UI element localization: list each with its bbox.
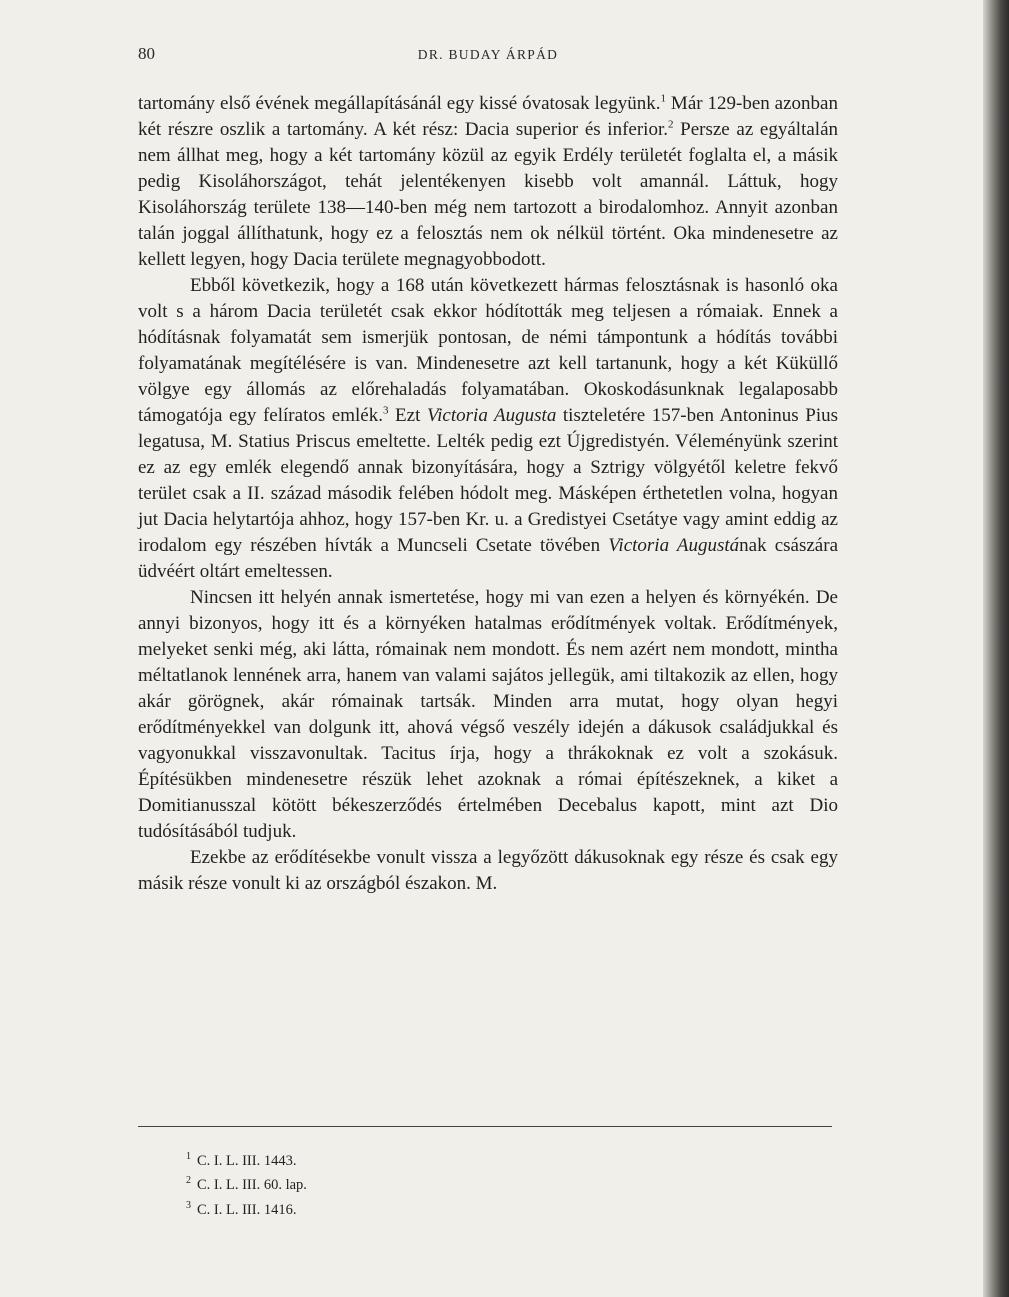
- page-header: [138, 44, 838, 68]
- italic-run: Victoria Augusta: [426, 405, 557, 426]
- book-spine-shadow: [983, 0, 1009, 1297]
- footnote-mark: 2: [186, 1175, 191, 1187]
- paragraph-2: [138, 273, 838, 585]
- text-run: tiszteletére 157-ben Antoninus Pius legatusa, M. Statius Priscus emeltette. Lelték pedig ezt Újgredistyén. Véleményünk szerint ez az egy emlék elegendő annak bizonyítására, hogy a Sztrigy völgyétől keletre fekvő terület csak a II. század második felében hódolt meg. Másképen érthetetlen volna, hogyan jut Dacia helytartója ahhoz, hogy 157-ben Kr. u. a Gredistyei Csetátye vagy amint eddig az irodalom egy részében hívták a Muncseli Csetate tövében: [138, 405, 839, 556]
- footnotes: [186, 1147, 307, 1220]
- text-run: Ebből következik, hogy a 168 után következett hármas felosztásnak is hasonló oka volt s a három Dacia területét csak ekkor hódították meg teljesen a rómaiak. Ennek a hódításnak folyamatát sem ismerjük pontosan, de némi támpontunk a hódítás további folyamatának megítélésére is van. Mindenesetre azt kell tartanunk, hogy a két Küküllő völgye egy állomás az előrehaladás folyamatában. Okoskodásunknak legalaposabb támogatója egy felíratos emlék.: [138, 275, 838, 426]
- footnote-ref-1[interactable]: 1: [660, 92, 666, 105]
- footnote-text: C. I. L. III. 1443.: [197, 1152, 297, 1169]
- text-run: tartomány első évének megállapításánál egy kissé óvatosak legyünk.: [138, 93, 661, 114]
- body-text: [138, 91, 838, 897]
- footnote-2: [186, 1171, 307, 1195]
- footnote-text: C. I. L. III. 1416.: [197, 1201, 297, 1218]
- footnote-text: C. I. L. III. 60. lap.: [197, 1177, 307, 1194]
- footnote-mark: 1: [186, 1151, 191, 1162]
- text-run: Már 129-ben azonban két részre oszlik a tartomány. A két rész: Dacia superior és inferior.: [138, 93, 838, 140]
- paragraph-4: [138, 845, 838, 897]
- italic-run: Victoria Augustá: [608, 535, 740, 556]
- paragraph-3: [138, 585, 838, 845]
- text-run: Persze az egyáltalán nem állhat meg, hogy a két tartomány közül az egyik Erdély területét foglalta el, a másik pedig Kisoláhországot, tehát jelentékenyen kisebb volt amannál. Láttuk, hogy Kisoláhország területe 138—140-ben még nem tartozott a birodalomhoz. Annyit azonban talán joggal állíthatunk, hogy ez a felosztás nem ok nélkül történt. Oka mindenesetre az kellett legyen, hogy Dacia területe megnagyobbodott.: [138, 119, 838, 270]
- running-head: DR. BUDAY ÁRPÁD: [417, 47, 559, 62]
- text-run: Ezt: [388, 405, 427, 426]
- footnote-mark: 3: [186, 1199, 191, 1211]
- text-run: nak császára üdvéért oltárt emeltessen.: [138, 535, 838, 582]
- text-run: Ezekbe az erődítésekbe vonult vissza a legyőzött dákusoknak egy része és csak egy másik része vonult ki az országból északon. M.: [138, 847, 838, 894]
- footnote-ref-3[interactable]: 3: [382, 404, 389, 417]
- footnote-1: [186, 1147, 307, 1171]
- footnote-ref-2[interactable]: 2: [667, 118, 674, 131]
- footnote-3: [186, 1196, 307, 1220]
- paragraph-1: [138, 91, 838, 273]
- page-number: 80: [138, 44, 155, 63]
- footnote-divider: [138, 1126, 832, 1127]
- text-run: Nincsen itt helyén annak ismertetése, hogy mi van ezen a helyen és környékén. De annyi bizonyos, hogy itt és a környéken hatalmas erődítmények voltak. Erődítmények, melyeket senki még, aki látta, rómainak nem mondott. És nem azért nem mondott, mintha méltatlanok lennének arra, hanem van valami sajátos jellegük, ami tiltakozik az ellen, hogy akár görögnek, akár rómainak tartsák. Minden arra mutat, hogy olyan hegyi erődítményekkel van dolgunk itt, ahová végső veszély idején a dákusok családjukkal és vagyonukkal visszavonultak. Tacitus írja, hogy a thrákoknak ez volt a szokásuk. Építésükben mindenesetre részük lehet azoknak a római építészeknek, a kiket a Domitianusszal kötött békeszerződés értelmében Decebalus kapott, mint azt Dio tudósításából tudjuk.: [138, 587, 838, 842]
